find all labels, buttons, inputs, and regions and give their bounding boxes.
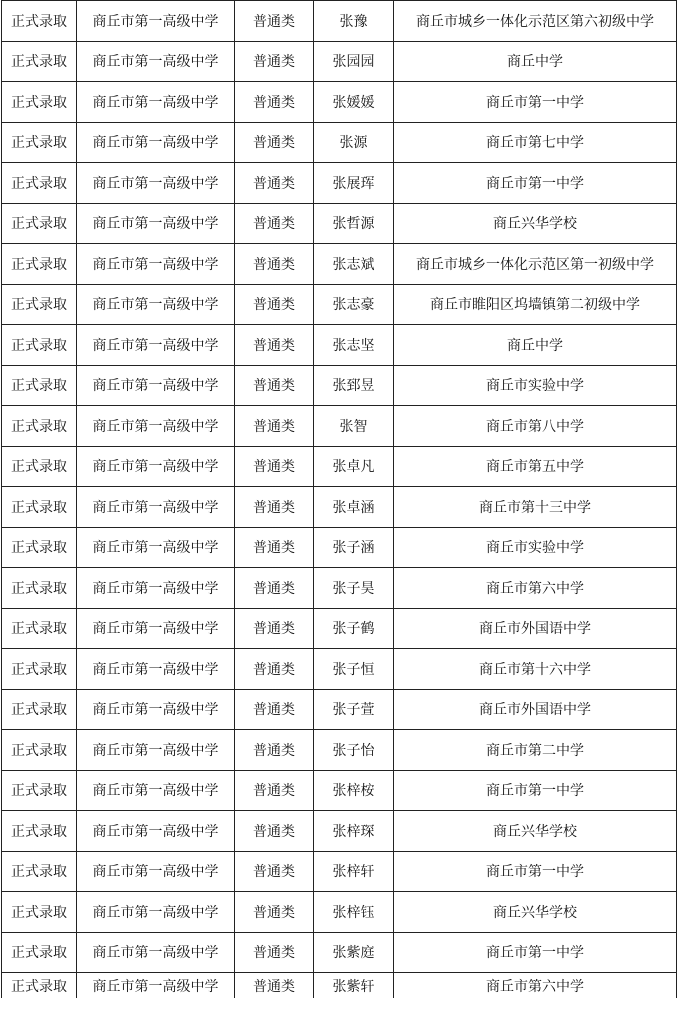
student-name-cell: 张子萱: [314, 689, 394, 730]
student-name-cell: 张梓轩: [314, 851, 394, 892]
admission-status-cell: 正式录取: [2, 770, 77, 811]
table-row: [2, 487, 677, 528]
origin-school-cell: 商丘兴华学校: [394, 892, 677, 933]
admission-type-cell: 普通类: [235, 689, 314, 730]
admitting-school-cell: 商丘市第一高级中学: [77, 1, 235, 42]
student-name-cell: 张媛媛: [314, 82, 394, 123]
table-row: [2, 82, 677, 123]
admission-status-cell: 正式录取: [2, 973, 77, 999]
admission-status-cell: 正式录取: [2, 41, 77, 82]
origin-school-cell: 商丘兴华学校: [394, 203, 677, 244]
table-row: [2, 406, 677, 447]
admission-status-cell: 正式录取: [2, 568, 77, 609]
admitting-school-cell: 商丘市第一高级中学: [77, 851, 235, 892]
admission-type-cell: 普通类: [235, 527, 314, 568]
origin-school-cell: 商丘市第八中学: [394, 406, 677, 447]
admitting-school-cell: 商丘市第一高级中学: [77, 487, 235, 528]
admitting-school-cell: 商丘市第一高级中学: [77, 568, 235, 609]
admission-type-cell: 普通类: [235, 811, 314, 852]
admitting-school-cell: 商丘市第一高级中学: [77, 689, 235, 730]
table-row: [2, 568, 677, 609]
table-row: [2, 122, 677, 163]
student-name-cell: 张梓琛: [314, 811, 394, 852]
admitting-school-cell: 商丘市第一高级中学: [77, 608, 235, 649]
student-name-cell: 张卓凡: [314, 446, 394, 487]
student-name-cell: 张郅昱: [314, 365, 394, 406]
table-row: [2, 325, 677, 366]
admission-status-cell: 正式录取: [2, 365, 77, 406]
student-name-cell: 张哲源: [314, 203, 394, 244]
origin-school-cell: 商丘市城乡一体化示范区第一初级中学: [394, 244, 677, 285]
student-name-cell: 张紫庭: [314, 932, 394, 973]
admission-status-cell: 正式录取: [2, 446, 77, 487]
origin-school-cell: 商丘市第二中学: [394, 730, 677, 771]
student-name-cell: 张子恒: [314, 649, 394, 690]
table-row: [2, 365, 677, 406]
admission-type-cell: 普通类: [235, 325, 314, 366]
student-name-cell: 张源: [314, 122, 394, 163]
table-row: [2, 203, 677, 244]
admission-type-cell: 普通类: [235, 892, 314, 933]
admitting-school-cell: 商丘市第一高级中学: [77, 163, 235, 204]
admission-type-cell: 普通类: [235, 1, 314, 42]
student-name-cell: 张志豪: [314, 284, 394, 325]
admission-status-cell: 正式录取: [2, 811, 77, 852]
admitting-school-cell: 商丘市第一高级中学: [77, 527, 235, 568]
admitting-school-cell: 商丘市第一高级中学: [77, 284, 235, 325]
origin-school-cell: 商丘市第七中学: [394, 122, 677, 163]
origin-school-cell: 商丘市第六中学: [394, 568, 677, 609]
student-name-cell: 张紫轩: [314, 973, 394, 999]
table-row: [2, 892, 677, 933]
admitting-school-cell: 商丘市第一高级中学: [77, 203, 235, 244]
admission-type-cell: 普通类: [235, 608, 314, 649]
origin-school-cell: 商丘市外国语中学: [394, 689, 677, 730]
origin-school-cell: 商丘市实验中学: [394, 527, 677, 568]
admission-status-cell: 正式录取: [2, 284, 77, 325]
admission-status-cell: 正式录取: [2, 325, 77, 366]
origin-school-cell: 商丘市第一中学: [394, 163, 677, 204]
table-row: [2, 649, 677, 690]
admitting-school-cell: 商丘市第一高级中学: [77, 406, 235, 447]
admission-status-cell: 正式录取: [2, 932, 77, 973]
table-row: [2, 284, 677, 325]
admission-type-cell: 普通类: [235, 568, 314, 609]
table-row: [2, 446, 677, 487]
student-name-cell: 张子涵: [314, 527, 394, 568]
admission-type-cell: 普通类: [235, 649, 314, 690]
table-row: [2, 608, 677, 649]
student-name-cell: 张智: [314, 406, 394, 447]
admission-type-cell: 普通类: [235, 730, 314, 771]
student-name-cell: 张志坚: [314, 325, 394, 366]
admission-type-cell: 普通类: [235, 446, 314, 487]
admission-status-cell: 正式录取: [2, 608, 77, 649]
student-name-cell: 张梓桉: [314, 770, 394, 811]
origin-school-cell: 商丘市睢阳区坞墙镇第二初级中学: [394, 284, 677, 325]
admitting-school-cell: 商丘市第一高级中学: [77, 365, 235, 406]
origin-school-cell: 商丘中学: [394, 41, 677, 82]
admitting-school-cell: 商丘市第一高级中学: [77, 932, 235, 973]
origin-school-cell: 商丘市第十三中学: [394, 487, 677, 528]
origin-school-cell: 商丘市第十六中学: [394, 649, 677, 690]
admission-type-cell: 普通类: [235, 770, 314, 811]
admission-type-cell: 普通类: [235, 973, 314, 999]
table-row: [2, 811, 677, 852]
admitting-school-cell: 商丘市第一高级中学: [77, 82, 235, 123]
table-row: [2, 932, 677, 973]
admission-status-cell: 正式录取: [2, 689, 77, 730]
admission-type-cell: 普通类: [235, 244, 314, 285]
admitting-school-cell: 商丘市第一高级中学: [77, 649, 235, 690]
origin-school-cell: 商丘市第一中学: [394, 770, 677, 811]
student-name-cell: 张展珲: [314, 163, 394, 204]
admission-type-cell: 普通类: [235, 851, 314, 892]
admission-status-cell: 正式录取: [2, 122, 77, 163]
origin-school-cell: 商丘市第一中学: [394, 932, 677, 973]
student-name-cell: 张子昊: [314, 568, 394, 609]
admission-type-cell: 普通类: [235, 487, 314, 528]
student-name-cell: 张子鹤: [314, 608, 394, 649]
origin-school-cell: 商丘市第一中学: [394, 851, 677, 892]
student-name-cell: 张卓涵: [314, 487, 394, 528]
student-name-cell: 张子怡: [314, 730, 394, 771]
table-row: [2, 527, 677, 568]
admitting-school-cell: 商丘市第一高级中学: [77, 122, 235, 163]
table-row: [2, 689, 677, 730]
table-row: [2, 41, 677, 82]
admitting-school-cell: 商丘市第一高级中学: [77, 244, 235, 285]
admission-status-cell: 正式录取: [2, 1, 77, 42]
admission-status-cell: 正式录取: [2, 203, 77, 244]
admission-type-cell: 普通类: [235, 41, 314, 82]
origin-school-cell: 商丘市第六中学: [394, 973, 677, 999]
admission-status-cell: 正式录取: [2, 406, 77, 447]
admission-type-cell: 普通类: [235, 203, 314, 244]
table-row: [2, 851, 677, 892]
admission-type-cell: 普通类: [235, 932, 314, 973]
origin-school-cell: 商丘市外国语中学: [394, 608, 677, 649]
admission-type-cell: 普通类: [235, 365, 314, 406]
student-name-cell: 张豫: [314, 1, 394, 42]
admission-status-cell: 正式录取: [2, 163, 77, 204]
admission-table: [1, 0, 677, 998]
admitting-school-cell: 商丘市第一高级中学: [77, 730, 235, 771]
admitting-school-cell: 商丘市第一高级中学: [77, 41, 235, 82]
admission-type-cell: 普通类: [235, 406, 314, 447]
origin-school-cell: 商丘市第五中学: [394, 446, 677, 487]
admitting-school-cell: 商丘市第一高级中学: [77, 325, 235, 366]
admitting-school-cell: 商丘市第一高级中学: [77, 892, 235, 933]
admission-status-cell: 正式录取: [2, 649, 77, 690]
student-name-cell: 张梓钰: [314, 892, 394, 933]
origin-school-cell: 商丘中学: [394, 325, 677, 366]
table-row: [2, 730, 677, 771]
admission-status-cell: 正式录取: [2, 82, 77, 123]
admission-status-cell: 正式录取: [2, 244, 77, 285]
origin-school-cell: 商丘兴华学校: [394, 811, 677, 852]
admission-status-cell: 正式录取: [2, 892, 77, 933]
admitting-school-cell: 商丘市第一高级中学: [77, 811, 235, 852]
admission-table-body: [2, 1, 677, 999]
origin-school-cell: 商丘市实验中学: [394, 365, 677, 406]
table-row: [2, 244, 677, 285]
admission-status-cell: 正式录取: [2, 851, 77, 892]
origin-school-cell: 商丘市城乡一体化示范区第六初级中学: [394, 1, 677, 42]
admission-type-cell: 普通类: [235, 284, 314, 325]
admission-status-cell: 正式录取: [2, 730, 77, 771]
admitting-school-cell: 商丘市第一高级中学: [77, 770, 235, 811]
admission-type-cell: 普通类: [235, 122, 314, 163]
admission-status-cell: 正式录取: [2, 487, 77, 528]
table-row: [2, 973, 677, 999]
admitting-school-cell: 商丘市第一高级中学: [77, 973, 235, 999]
origin-school-cell: 商丘市第一中学: [394, 82, 677, 123]
student-name-cell: 张志斌: [314, 244, 394, 285]
admission-status-cell: 正式录取: [2, 527, 77, 568]
table-row: [2, 163, 677, 204]
student-name-cell: 张园园: [314, 41, 394, 82]
table-row: [2, 770, 677, 811]
admission-type-cell: 普通类: [235, 163, 314, 204]
admitting-school-cell: 商丘市第一高级中学: [77, 446, 235, 487]
table-row: [2, 1, 677, 42]
admission-type-cell: 普通类: [235, 82, 314, 123]
